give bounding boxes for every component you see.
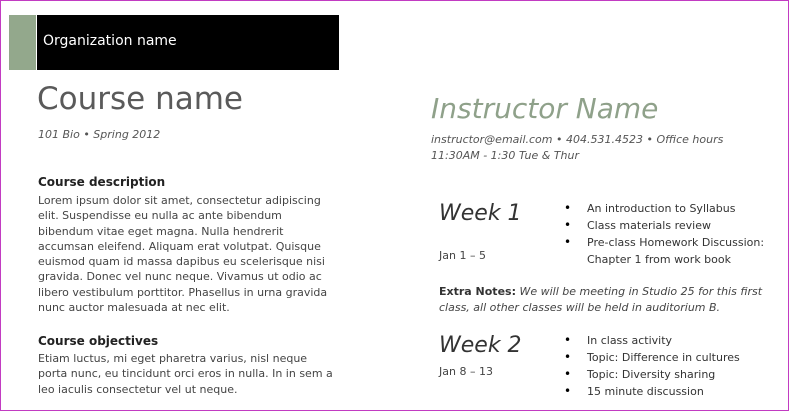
bullet-icon: • (564, 333, 572, 347)
extra-notes-label: Extra Notes: (439, 285, 516, 298)
topic-text: Class materials review (587, 219, 711, 232)
list-item (564, 366, 784, 383)
topic-text: An introduction to Syllabus (587, 202, 736, 215)
bullet-icon: • (564, 367, 572, 381)
week-1-dates: Jan 1 – 5 (439, 249, 486, 262)
topic-text: Topic: Diversity sharing (587, 368, 716, 381)
list-item (564, 332, 784, 349)
course-name: Course name (37, 81, 243, 117)
list-item (564, 383, 784, 400)
bullet-icon: • (564, 384, 572, 398)
organization-name: Organization name (43, 33, 177, 49)
list-item (564, 200, 784, 217)
course-description-heading: Course description (38, 175, 166, 189)
course-meta: 101 Bio • Spring 2012 (38, 128, 161, 141)
extra-notes (439, 284, 769, 316)
list-item (564, 234, 784, 268)
topic-text: 15 minute discussion (587, 385, 704, 398)
header-accent-block (9, 15, 36, 70)
topic-text: Topic: Difference in cultures (587, 351, 740, 364)
bullet-icon: • (564, 218, 572, 232)
list-item (564, 349, 784, 366)
week-1-topic-list (564, 200, 784, 268)
week-1-title: Week 1 (439, 201, 522, 226)
week-2-title: Week 2 (439, 333, 522, 358)
extra-notes-text: We will be meeting in Studio 25 for this first class, all other classes will be held in auditorium B. (439, 285, 763, 314)
bullet-icon: • (564, 201, 572, 215)
week-2-dates: Jan 8 – 13 (439, 365, 493, 378)
bullet-icon: • (564, 235, 572, 249)
topic-text: Pre-class Homework Discussion: Chapter 1 from work book (587, 236, 765, 266)
course-objectives-heading: Course objectives (38, 334, 159, 348)
bullet-icon: • (564, 350, 572, 364)
list-item (564, 217, 784, 234)
instructor-contact: instructor@email.com • 404.531.4523 • Office hours 11:30AM - 1:30 Tue & Thur (431, 133, 724, 162)
course-objectives-body: Etiam luctus, mi eget pharetra varius, nisl neque porta nunc, eu tincidunt orci eros in nulla. In in sem a leo iaculis consectetur vel ut neque. (38, 352, 333, 396)
instructor-name: Instructor Name (431, 92, 659, 125)
week-2-topic-list (564, 332, 784, 400)
topic-text: In class activity (587, 334, 673, 347)
course-description-body: Lorem ipsum dolor sit amet, consectetur adipiscing elit. Suspendisse eu nulla ac ante bibendum bibendum vitae eget magna. Nulla hendrerit accumsan eleifend. Aliquam erat volutpat. Quisque euismod quam id massa dapibus eu scelerisque nisi gravida. Donec vel nunc neque. Vivamus ut odio ac libero vestibulum porttitor. Phasellus in urna gravida nunc auctor malesuada at nec elit. (38, 194, 328, 315)
